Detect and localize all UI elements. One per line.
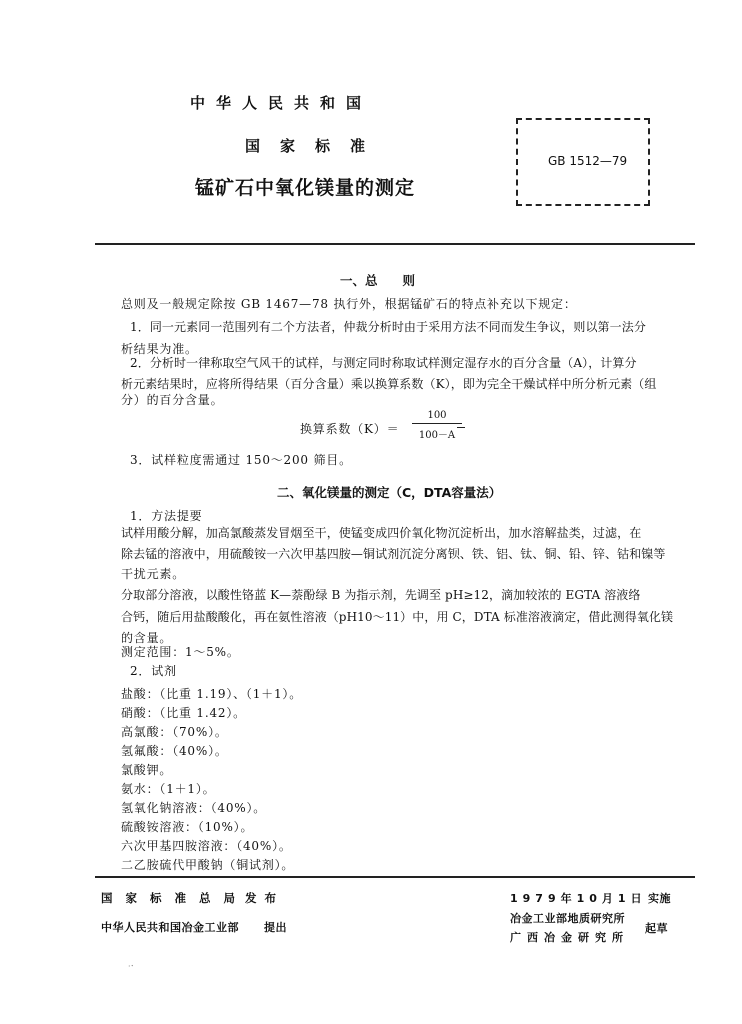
method-line1: 试样用酸分解，加高氯酸蒸发冒烟至干，使锰变成四价氧化物沉淀析出，加水溶解盐类，过滤，在 xyxy=(121,526,642,540)
reagent-item: 氢氧化钠溶液：（40%）。 xyxy=(121,801,267,815)
fraction-bar xyxy=(412,423,462,424)
issuer-name: 国家标准总局 xyxy=(101,891,248,905)
formula-lhs: 换算系数（K）＝ xyxy=(300,422,400,436)
drafter-1: 冶金工业部地质研究所 xyxy=(510,912,625,925)
section1-heading: 一、总 则 xyxy=(340,273,416,288)
formula-numerator: 100 xyxy=(427,410,447,421)
method-line6: 的含量。 xyxy=(121,631,173,645)
method-line5: 合钙，随后用盐酸酸化，再在氨性溶液（pH10～11）中，用 C，DTA 标准溶液滴定，借此测得氧化镁 xyxy=(121,610,674,624)
standard-type: 国家标准 xyxy=(245,137,386,155)
standard-code-box xyxy=(516,118,650,206)
measurement-range: 测定范围：1～5%。 xyxy=(121,645,240,659)
item3: 3．试样粒度需通过 150～200 筛目。 xyxy=(130,453,352,467)
item1-line1: 1．同一元素同一范围列有二个方法者，仲裁分析时由于采用方法不同而发生争议，则以第一法分 xyxy=(130,320,646,334)
fraction-bar-tail xyxy=(457,427,465,428)
header-divider xyxy=(95,243,695,245)
implementation-verb: 实施 xyxy=(648,892,671,905)
issue-verb: 发布 xyxy=(245,891,284,905)
method-line3: 干扰元素。 xyxy=(121,567,186,581)
formula-denominator: 100－A xyxy=(418,430,456,441)
scan-speck: ·⠂ xyxy=(128,962,137,971)
subheading-method: 1．方法提要 xyxy=(130,509,203,523)
subheading-reagents: 2．试剂 xyxy=(130,664,177,678)
implementation-date: 1979年10月1日 xyxy=(510,892,647,905)
drafter-2: 广西冶金研究所 xyxy=(510,931,629,944)
country-name: 中华人民共和国 xyxy=(190,94,373,112)
reagent-item: 硝酸：（比重 1.42）。 xyxy=(121,706,246,720)
reagent-item: 硫酸铵溶液：（10%）。 xyxy=(121,820,254,834)
reagent-item: 氯酸钾。 xyxy=(121,763,173,777)
method-line2: 除去锰的溶液中，用硫酸铵一六次甲基四胺—铜试剂沉淀分离钡、铁、铝、钛、铜、铅、锌、钴和镍等 xyxy=(121,547,666,561)
propose-verb: 提出 xyxy=(264,921,287,934)
section1-intro: 总则及一般规定除按 GB 1467—78 执行外，根据锰矿石的特点补充以下规定： xyxy=(121,297,577,311)
section2-heading: 二、氧化镁量的测定（C，DTA容量法） xyxy=(277,485,502,500)
item2-line3: 分）的百分含量。 xyxy=(121,393,224,407)
item2-line1: 2．分析时一律称取空气风干的试样，与测定同时称取试样测定湿存水的百分含量（A），计算分 xyxy=(130,356,637,370)
reagent-item: 高氯酸：（70%）。 xyxy=(121,725,228,739)
reagent-item: 六次甲基四胺溶液：（40%）。 xyxy=(121,839,292,853)
method-line4: 分取部分溶液，以酸性铬蓝 K—萘酚绿 B 为指示剂，先调至 pH≥12，滴加较浓的 EGTA 溶液络 xyxy=(121,588,641,602)
standard-code: GB 1512—79 xyxy=(548,154,628,168)
reagent-item: 氢氟酸：（40%）。 xyxy=(121,744,228,758)
reagent-item: 氨水：（1＋1）。 xyxy=(121,782,216,796)
reagent-item: 盐酸：（比重 1.19）、（1＋1）。 xyxy=(121,687,303,701)
footer-divider xyxy=(95,876,695,878)
item1-line2: 析结果为准。 xyxy=(121,342,198,356)
draft-verb: 起草 xyxy=(645,922,668,935)
formula-fraction xyxy=(412,410,462,441)
reagent-item: 二乙胺硫代甲酸钠（铜试剂）。 xyxy=(121,858,295,872)
proposer-name: 中华人民共和国冶金工业部 xyxy=(101,921,239,934)
document-title: 锰矿石中氧化镁量的测定 xyxy=(195,177,416,199)
item2-line2: 析元素结果时，应将所得结果（百分含量）乘以换算系数（K），即为完全干燥试样中所分析元素（组 xyxy=(121,377,657,391)
